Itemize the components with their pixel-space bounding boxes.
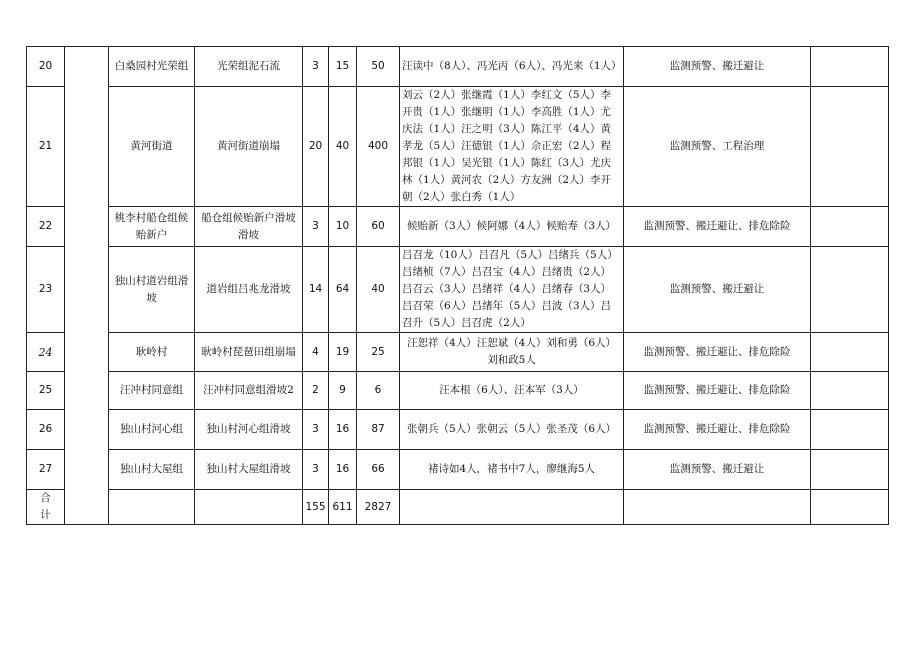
- village-cell: 独山村道岩组滑坡: [109, 247, 195, 333]
- remark-cell: [811, 87, 889, 207]
- site-cell: 耿岭村琵琶田组崩塌: [195, 333, 303, 372]
- total-village-cell: [109, 490, 195, 525]
- measures-cell: 监测预警、搬迁避让、排危除险: [624, 372, 811, 410]
- households-cell: 14: [303, 247, 329, 333]
- persons-cell: 10: [329, 207, 357, 247]
- total-label-text: 合计: [40, 492, 51, 521]
- property-cell: 25: [357, 333, 400, 372]
- households-cell: 2: [303, 372, 329, 410]
- total-persons: 611: [329, 490, 357, 525]
- village-cell: 汪冲村同意组: [109, 372, 195, 410]
- measures-cell: 监测预警、搬迁避让: [624, 247, 811, 333]
- households-cell: 3: [303, 450, 329, 490]
- persons-cell: 64: [329, 247, 357, 333]
- table-row: [27, 372, 889, 410]
- people-cell: 张朝兵（5人）张朝云（5人）张圣茂（6人）: [400, 410, 624, 450]
- people-cell: 汪读中（8人）、冯光丙（6人）、冯光来（1人）: [400, 47, 624, 87]
- village-cell: 黄河街道: [109, 87, 195, 207]
- remark-cell: [811, 450, 889, 490]
- table-row: [27, 207, 889, 247]
- property-cell: 60: [357, 207, 400, 247]
- people-cell: 汪本根（6人）、汪本军（3人）: [400, 372, 624, 410]
- total-label: [27, 490, 65, 525]
- table-row: [27, 333, 889, 372]
- property-cell: 50: [357, 47, 400, 87]
- district-cell: [65, 47, 109, 525]
- persons-cell: 16: [329, 450, 357, 490]
- people-cell: 褚诗如4人，褚书中7人，廖继海5人: [400, 450, 624, 490]
- persons-cell: 40: [329, 87, 357, 207]
- row-number: 25: [27, 372, 65, 410]
- total-remark-cell: [811, 490, 889, 525]
- row-number: 23: [27, 247, 65, 333]
- measures-cell: 监测预警、搬迁避让: [624, 47, 811, 87]
- village-cell: 耿岭村: [109, 333, 195, 372]
- measures-cell: 监测预警、搬迁避让: [624, 450, 811, 490]
- measures-cell: 监测预警、工程治理: [624, 87, 811, 207]
- row-number: 21: [27, 87, 65, 207]
- households-cell: 3: [303, 47, 329, 87]
- measures-cell: 监测预警、搬迁避让、排危除险: [624, 410, 811, 450]
- row-number: 24: [27, 333, 65, 372]
- village-cell: 白桑园村光荣组: [109, 47, 195, 87]
- households-cell: 4: [303, 333, 329, 372]
- total-measures-cell: [624, 490, 811, 525]
- remark-cell: [811, 47, 889, 87]
- table-row: [27, 450, 889, 490]
- table-row: [27, 47, 889, 87]
- village-cell: 独山村河心组: [109, 410, 195, 450]
- people-cell: 汪恕祥（4人）汪恕斌（4人）刘和勇（6人）刘和政5人: [400, 333, 624, 372]
- remark-cell: [811, 410, 889, 450]
- remark-cell: [811, 247, 889, 333]
- property-cell: 40: [357, 247, 400, 333]
- total-people-cell: [400, 490, 624, 525]
- row-number: 26: [27, 410, 65, 450]
- remark-cell: [811, 207, 889, 247]
- site-cell: 光荣组泥石流: [195, 47, 303, 87]
- measures-cell: 监测预警、搬迁避让、排危除险: [624, 207, 811, 247]
- measures-cell: 监测预警、搬迁避让、排危除险: [624, 333, 811, 372]
- row-number: 22: [27, 207, 65, 247]
- site-cell: 船仓组候贻新户滑坡滑坡: [195, 207, 303, 247]
- property-cell: 6: [357, 372, 400, 410]
- table-row: [27, 87, 889, 207]
- total-site-cell: [195, 490, 303, 525]
- remark-cell: [811, 333, 889, 372]
- site-cell: 汪冲村同意组滑坡2: [195, 372, 303, 410]
- people-cell: 刘云（2人）张继霞（1人）李红文（5人）李开贵（1人）张继明（1人）李高胜（1人）尤庆法（1人）汪之明（3人）陈江平（4人）黄孝龙（5人）汪德银（1人）佘正宏（2人）程邦银（1人）吴光银（1人）陈红（3人）尤庆林（1人）黄河农（2人）方友洲（2人）李开朝（2人）张白秀（1人）: [400, 87, 624, 207]
- site-cell: 黄河街道崩塌: [195, 87, 303, 207]
- site-cell: 独山村大屋组滑坡: [195, 450, 303, 490]
- site-cell: 独山村河心组滑坡: [195, 410, 303, 450]
- persons-cell: 16: [329, 410, 357, 450]
- property-cell: 66: [357, 450, 400, 490]
- village-cell: 桃李村船仓组候贻新户: [109, 207, 195, 247]
- table-row: [27, 247, 889, 333]
- total-property: 2827: [357, 490, 400, 525]
- table-row: [27, 410, 889, 450]
- row-number: 27: [27, 450, 65, 490]
- households-cell: 3: [303, 207, 329, 247]
- remark-cell: [811, 372, 889, 410]
- people-cell: 候贻新（3人）候阿娜（4人）候贻寿（3人）: [400, 207, 624, 247]
- households-cell: 20: [303, 87, 329, 207]
- row-number: 20: [27, 47, 65, 87]
- total-row: [27, 490, 889, 525]
- persons-cell: 9: [329, 372, 357, 410]
- people-cell: 吕召龙（10人）吕召凡（5人）吕绪兵（5人）吕绪桢（7人）吕召宝（4人）吕绪贵（2人）吕召云（3人）吕绪祥（4人）吕绪春（3人）吕召荣（6人）吕绪年（5人）吕波（3人）吕召升（5人）吕召虎（2人）: [400, 247, 624, 333]
- property-cell: 87: [357, 410, 400, 450]
- persons-cell: 15: [329, 47, 357, 87]
- property-cell: 400: [357, 87, 400, 207]
- total-households: 155: [303, 490, 329, 525]
- village-cell: 独山村大屋组: [109, 450, 195, 490]
- hazard-table: [26, 46, 889, 525]
- households-cell: 3: [303, 410, 329, 450]
- site-cell: 道岩组吕兆龙滑坡: [195, 247, 303, 333]
- persons-cell: 19: [329, 333, 357, 372]
